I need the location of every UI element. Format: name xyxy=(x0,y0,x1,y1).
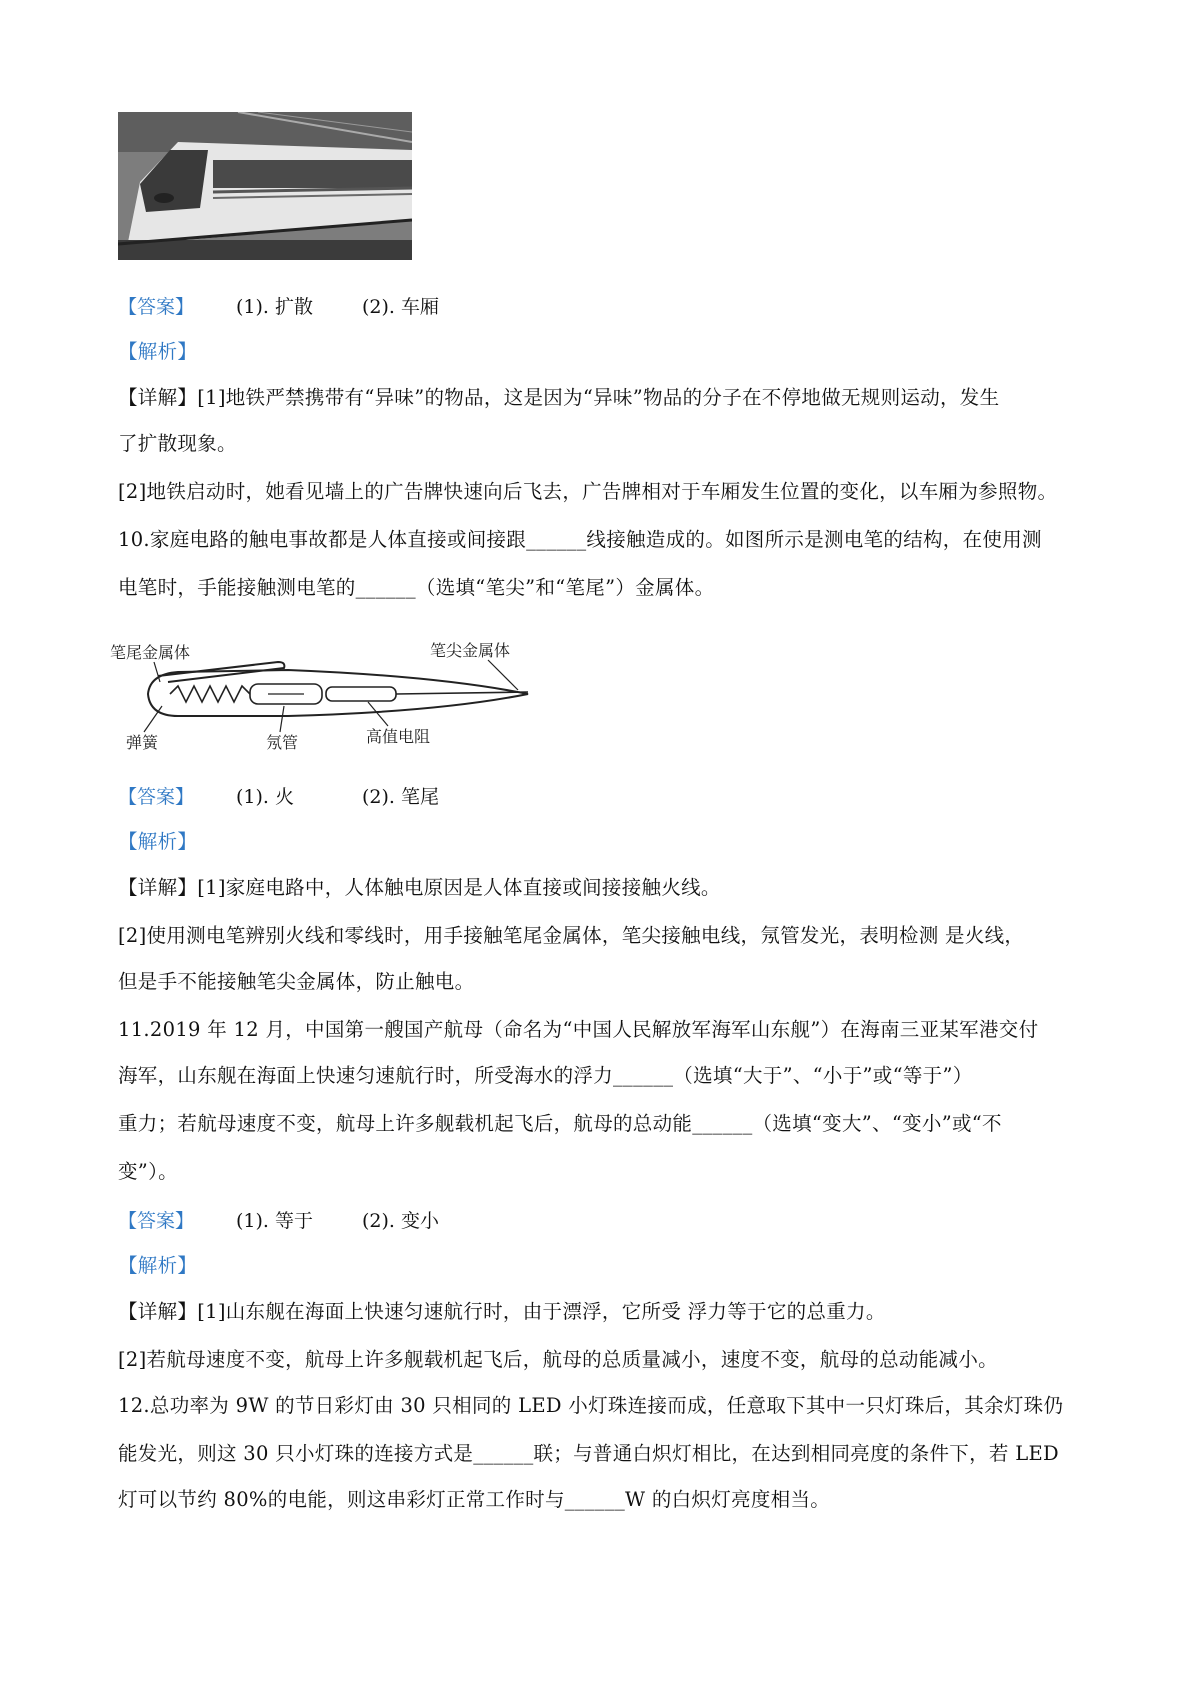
question-11-stem-line: 重力；若航母速度不变，航母上许多舰载机起飞后，航母的总动能______（选填“变大”、“变小”或“不 xyxy=(118,1112,1002,1135)
answer-label: 【答案】 xyxy=(118,786,195,808)
question-11-stem-line: 11.2019 年 12 月，中国第一艘国产航母（命名为“中国人民解放军海军山东舰”）在海南三亚某军港交付 xyxy=(118,1018,1039,1041)
detail-line: 【详解】[1]家庭电路中，人体触电原因是人体直接或间接接触火线。 xyxy=(118,876,721,899)
train-illustration xyxy=(118,112,412,260)
question-12-stem-line: 能发光，则这 30 只小灯珠的连接方式是______联；与普通白炽灯相比，在达到相同亮度的条件下，若 LED xyxy=(118,1442,1059,1465)
detail-line: 【详解】[1]山东舰在海面上快速匀速航行时，由于漂浮，它所受 浮力等于它的总重力。 xyxy=(118,1300,886,1323)
subway-train-photo xyxy=(118,112,412,260)
detail-line: [2]使用测电笔辨别火线和零线时，用手接触笔尾金属体，笔尖接触电线，氖管发光，表明检测 是火线， xyxy=(118,924,1025,947)
answer-item-2: (2). 变小 xyxy=(362,1210,439,1232)
analysis-label: 【解析】 xyxy=(118,830,198,853)
analysis-label: 【解析】 xyxy=(118,340,198,363)
detail-line: 了扩散现象。 xyxy=(118,432,237,455)
label-neon-tube: 氖管 xyxy=(266,733,299,752)
detail-line: [2]地铁启动时，她看见墙上的广告牌快速向后飞去，广告牌相对于车厢发生位置的变化，以车厢为参照物。 xyxy=(118,480,1058,503)
analysis-label: 【解析】 xyxy=(118,1254,198,1277)
label-tip-metal: 笔尖金属体 xyxy=(430,641,511,660)
label-tail-metal: 笔尾金属体 xyxy=(110,643,191,662)
label-spring: 弹簧 xyxy=(126,733,159,752)
answer-label: 【答案】 xyxy=(118,1210,195,1232)
question-12-stem-line: 灯可以节约 80%的电能，则这串彩灯正常工作时与______W 的白炽灯亮度相当。 xyxy=(118,1488,831,1511)
answer-item-1: (1). 等于 xyxy=(236,1210,313,1232)
detail-line: 但是手不能接触笔尖金属体，防止触电。 xyxy=(118,970,475,993)
answer-item-2: (2). 车厢 xyxy=(362,296,439,318)
detail-line: 【详解】[1]地铁严禁携带有“异味”的物品，这是因为“异味”物品的分子在不停地做无规则运动，发生 xyxy=(118,386,1000,409)
label-resistor: 高值电阻 xyxy=(366,727,431,746)
test-pen-diagram xyxy=(108,636,538,756)
question-11-stem-line: 变”）。 xyxy=(118,1160,178,1183)
question-10-stem-line: 电笔时，手能接触测电笔的______（选填“笔尖”和“笔尾”）金属体。 xyxy=(118,576,715,599)
test-pen-illustration xyxy=(108,636,538,756)
answer-item-1: (1). 火 xyxy=(236,786,294,808)
answer-item-1: (1). 扩散 xyxy=(236,296,313,318)
question-12-stem-line: 12.总功率为 9W 的节日彩灯由 30 只相同的 LED 小灯珠连接而成，任意取下其中一只灯珠后，其余灯珠仍 xyxy=(118,1394,1064,1417)
answer-label: 【答案】 xyxy=(118,296,195,318)
question-10-stem-line: 10.家庭电路的触电事故都是人体直接或间接跟______线接触造成的。如图所示是测电笔的结构，在使用测 xyxy=(118,528,1042,551)
detail-line: [2]若航母速度不变，航母上许多舰载机起飞后，航母的总质量减小，速度不变，航母的总动能减小。 xyxy=(118,1348,998,1371)
answer-item-2: (2). 笔尾 xyxy=(362,786,439,808)
question-11-stem-line: 海军，山东舰在海面上快速匀速航行时，所受海水的浮力______（选填“大于”、“小于”或“等于”） xyxy=(118,1064,973,1087)
